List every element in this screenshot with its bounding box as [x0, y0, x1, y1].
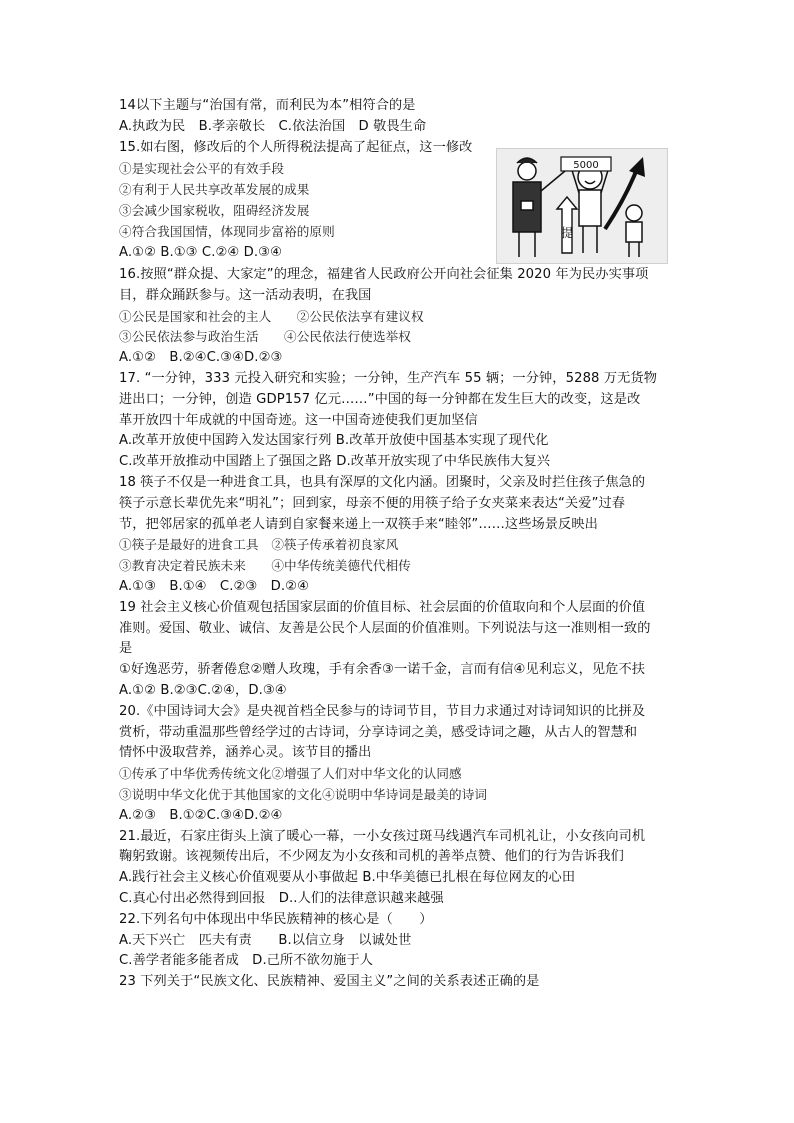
q14-options: A.执政为民 B.孝亲敬长 C.依法治国 D 敬畏生命	[119, 119, 427, 134]
sign-amount: 5000	[573, 160, 599, 171]
q14-stem: 14以下主题与“治国有常，而利民为本”相符合的是	[119, 98, 416, 113]
q17-options-ab: A.改革开放使中国跨入发达国家行列 B.改革开放使中国基本实现了现代化	[119, 433, 549, 448]
q18-options: A.①③ B.①④ C.②③ D.②④	[119, 579, 310, 594]
q21-stem-line1: 21.最近，石家庄街头上演了暖心一幕，一小女孩过斑马线遇汽车司机礼让，小女孩向司机	[119, 829, 646, 844]
q15-item-4: ④符合我国国情，体现同步富裕的原则	[119, 224, 335, 239]
q18-stem-line1: 18 筷子不仅是一种进食工具，也具有深厚的文化内涵。团聚时，父亲及时拦住孩子焦急的	[119, 475, 646, 490]
q16-items-2: ③公民依法参与政治生活 ④公民依法行使选举权	[119, 329, 411, 344]
q20-stem-line1: 20.《中国诗词大会》是央视首档全民参与的诗词节目，节目力求通过对诗词知识的比拼及	[119, 704, 646, 719]
cartoon-drawing	[497, 149, 667, 263]
q17-options-cd: C.改革开放推动中国踏上了强国之路 D.改革开放实现了中华民族伟大复兴	[119, 454, 551, 469]
q18-stem-line3: 节，把邻居家的孤单老人请到自家餐来递上一双筷手来“睦邻”……这些场景反映出	[119, 517, 598, 532]
arrow-label: 提	[560, 226, 574, 240]
q21-stem-line2: 鞠躬致谢。该视频传出后，不少网友为小女孩和司机的善举点赞、他们的行为告诉我们	[119, 849, 624, 864]
q22-options-cd: C.善学者能多能者成 D.己所不欲勿施于人	[119, 953, 374, 968]
q22-options-ab: A.天下兴亡 匹夫有责 B.以信立身 以诚处世	[119, 933, 412, 948]
q19-stem-line3: 是	[119, 641, 133, 656]
q19-items: ①好逸恶劳，骄奢倦怠②赠人玫瑰，手有余香③一诺千金，言而有信④见利忘义，见危不扶	[119, 662, 646, 677]
tax-threshold-cartoon	[496, 148, 668, 264]
q23-stem: 23 下列关于“民族文化、民族精神、爱国主义”之间的关系表述正确的是	[119, 974, 540, 989]
q18-stem-line2: 筷子示意长辈优先来“明礼”；回到家，母亲不便的用筷子给子女夹菜来表达“关爱”过春	[119, 496, 626, 511]
q20-options: A.②③ B.①②C.③④D.②④	[119, 808, 283, 823]
q18-items-1: ①筷子是最好的进食工具 ②筷子传承着初良家风	[119, 537, 399, 552]
q20-items-1: ①传承了中华优秀传统文化②增强了人们对中华文化的认同感	[119, 766, 462, 781]
q15-item-3: ③会减少国家税收，阻碍经济发展	[119, 203, 310, 218]
q18-items-2: ③教育决定着民族未来 ④中华传统美德代代相传	[119, 558, 411, 573]
q17-stem-line2: 进出口；一分钟，创造 GDP157 亿元……”中国的每一分钟都在发生巨大的改变，这是改	[119, 392, 641, 407]
threshold-sign	[561, 157, 611, 171]
q15-stem: 15.如右图，修改后的个人所得税法提高了起征点，这一修改	[119, 140, 473, 155]
q19-options: A.①② B.②③C.②④，D.③④	[119, 683, 287, 698]
q22-stem: 22.下列名句中体现出中华民族精神的核心是（ ）	[119, 912, 433, 927]
q15-item-2: ②有利于人民共享改革发展的成果	[119, 182, 310, 197]
q16-stem-line1: 16.按照“群众提、大家定”的理念，福建省人民政府公开向社会征集 2020 年为民办实事项	[119, 267, 649, 282]
q21-options-cd: C.真心付出必然得到回报 D..人们的法律意识越来越强	[119, 891, 444, 906]
q19-stem-line1: 19 社会主义核心价值观包括国家层面的价值目标、社会层面的价值取向和个人层面的价值	[119, 600, 646, 615]
q21-options-ab: A.践行社会主义核心价值观要从小事做起 B.中华美德已扎根在每位网友的心田	[119, 870, 576, 885]
q16-options: A.①② B.②④C.③④D.②③	[119, 350, 283, 365]
q17-stem-line1: 17. “一分钟，333 元投入研究和实验；一分钟，生产汽车 55 辆；一分钟，5288 万无货物	[119, 371, 657, 386]
q16-items-1: ①公民是国家和社会的主人 ②公民依法享有建议权	[119, 309, 424, 324]
q16-stem-line2: 目，群众踊跃参与。这一活动表明，在我国	[119, 288, 372, 303]
q15-options: A.①② B.①③ C.②④ D.③④	[119, 245, 283, 260]
q19-stem-line2: 准则。爱国、敬业、诚信、友善是公民个人层面的价值准则。下列说法与这一准则相一致的	[119, 621, 651, 636]
q20-stem-line3: 情怀中汲取营养，涵养心灵。该节目的播出	[119, 745, 372, 760]
q20-stem-line2: 赏析，带动重温那些曾经学过的古诗词，分享诗词之美，感受诗词之趣，从古人的智慧和	[119, 725, 638, 740]
q15-item-1: ①是实现社会公平的有效手段	[119, 161, 285, 176]
q20-items-2: ③说明中华文化优于其他国家的文化④说明中华诗词是最美的诗词	[119, 787, 488, 802]
q17-stem-line3: 革开放四十年成就的中国奇迹。这一中国奇迹使我们更加坚信	[119, 413, 478, 428]
